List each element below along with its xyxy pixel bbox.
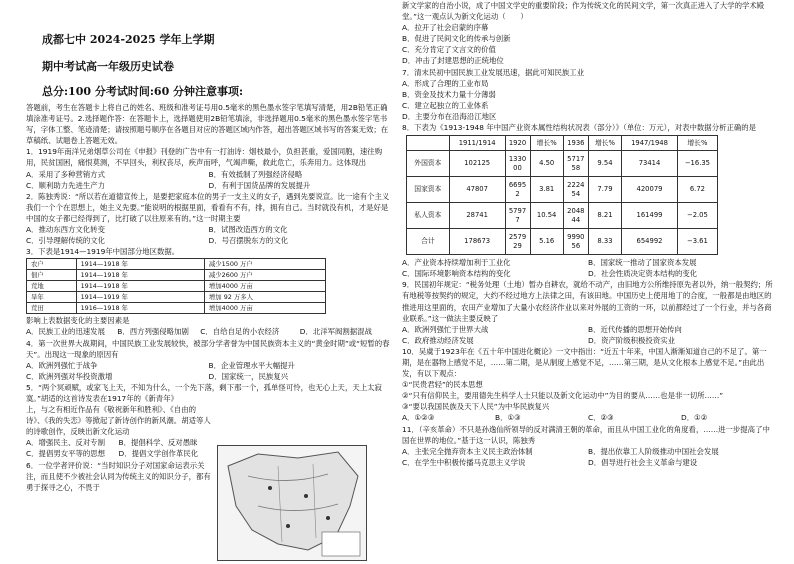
map-figure (217, 445, 367, 561)
instructions: 答题前，考生在答题卡上将自己的姓名、班级和准考证号用0.5毫米的黑色墨水签字笔填写清楚，用2B铅笔正确填涂准考证号。2.选择题作答：在答题卡上，选择题使用2B铅笔填涂，非选择题用0.5毫米的黑色墨水签字笔书写，字体工整、笔迹清楚；请按照题号顺序在各题目对应的答题区域内作答，超出答题区域书写的答案无效；在草稿纸、试题卷上答题无效。 (26, 103, 389, 146)
option[interactable]: B．①③ (495, 413, 521, 423)
cell: −2.05 (677, 203, 717, 229)
cell: 荒田 (27, 303, 77, 314)
cell: 1916—1918 年 (76, 303, 204, 314)
cell: 增长% (530, 136, 563, 151)
cell: 47807 (449, 177, 505, 203)
option[interactable]: A．欧洲列强忙于战争 (26, 360, 98, 370)
cell: −3.61 (677, 229, 717, 255)
option[interactable]: A．增强民主、反对专制 (26, 438, 105, 448)
cell: 1914—1919 年 (76, 292, 204, 303)
option[interactable]: B．提倡科学、反对愚昧 (118, 438, 198, 448)
table-row (27, 292, 326, 303)
cell: 减少1500 万户 (204, 259, 325, 270)
option[interactable]: C．自给自足的小农经济 (200, 327, 280, 337)
cell: 1914—1918 年 (76, 259, 204, 270)
question-10-item: ①“民贵君轻”的民本思想 (402, 380, 483, 390)
question-8: 8．下表为《1913-1948 年中国产业资本属性结构状况表（部分）》（单位：万元），对表中数据分析正确的是 (402, 123, 757, 133)
cell: 28741 (449, 203, 505, 229)
question-11: 11．（辛亥革命）不只是孙逸仙所领导的反对满清王朝的革命，而且从中国工业化的角度看，……进一步提高了中国在世界的地位。”基于这一认识，陈独秀 (402, 424, 770, 445)
option[interactable]: D．资产阶级积极投资实业 (588, 335, 675, 345)
cell: 外国资本 (407, 151, 450, 177)
option[interactable]: D．社会性质决定资本结构的变化 (588, 269, 698, 279)
cell: 7.79 (588, 177, 621, 203)
question-4-options (26, 360, 391, 382)
question-2-options (26, 224, 391, 246)
option[interactable]: B．近代传播的思想开始传向 (588, 324, 682, 334)
question-5-block (26, 404, 211, 493)
cell (407, 136, 450, 151)
cell: 999056 (563, 229, 588, 255)
table-row (27, 281, 326, 292)
option[interactable]: A．推动东西方文化转变 (26, 225, 105, 235)
cell: 旱年 (27, 292, 77, 303)
question-9: 9．民国初年规定：“税务处理（土地）暂办自耕农，就给不动产，由旧地方公所维持原先者以外，纳一般契约；所有地税等按契约的规定，大约不经过地方上法律之田，有该田地。中国历史上使用地丁的合度，一般都是由地区的推进用这里面的，农田产业增加了大量小农经济作业以来对外展的工资的一环，以前都经过了一个行业，并与各商业联系。”这一做法主要反映了 (402, 280, 773, 323)
exam-meta: 总分:100 分考试时间:60 分钟注意事项: (42, 85, 244, 98)
option[interactable]: A．欧洲列强忙于世界大战 (402, 324, 489, 334)
cell: 420079 (622, 177, 678, 203)
exam-title: 成都七中 2024-2025 学年上学期 (42, 33, 215, 46)
question-3-tail: 影响上表数据变化的主要因素是 (26, 316, 130, 326)
option[interactable]: B．西方列强侵略加剧 (117, 327, 189, 337)
cell: 1936 (563, 136, 588, 151)
cell: 1911/1914 (449, 136, 505, 151)
option[interactable]: A．民族工业的迅速发展 (26, 327, 105, 337)
cell: 571758 (563, 151, 588, 177)
question-10-item: ②“只有信仰民主，要用德先生科学人士只能以及新文化运动中”为目的要从……也是非一切所……” (402, 391, 724, 401)
right-column (402, 0, 774, 468)
table-row (407, 203, 718, 229)
cell: 257929 (505, 229, 530, 255)
option[interactable]: C．②③ (588, 413, 614, 423)
question-7-options (402, 78, 774, 122)
option[interactable]: D．国家统一，民族复兴 (208, 371, 289, 381)
cell: 农户 (27, 259, 77, 270)
option[interactable]: D．号召摆脱东方的文化 (208, 236, 289, 246)
option[interactable]: D．冲击了封建思想的正统地位 (402, 56, 504, 66)
question-5: 5．“两个冥顽赋，或家飞上天，不知为什么，一个先下落，剩下那一个，孤单怪可怜，也无心上天，天上太寂寞。”胡适的这首诗发表在1917年的《新青年》 (26, 382, 382, 403)
option[interactable]: A．主张完全抛弃资本主义民主政治体制 (402, 446, 533, 456)
cell: 1914—1918 年 (76, 270, 204, 281)
option[interactable]: C．引导理解传统的文化 (26, 236, 106, 246)
option[interactable]: B．企业管理水平大幅提升 (208, 360, 295, 370)
option[interactable]: A．①②③ (402, 413, 435, 423)
cell: 204844 (563, 203, 588, 229)
option[interactable]: A．产业资本持续增加利于工业化 (402, 258, 511, 268)
cell: 9.54 (588, 151, 621, 177)
cell: 57977 (505, 203, 530, 229)
cell: 减少2600 万户 (204, 270, 325, 281)
question-9-options (402, 324, 774, 346)
question-2: 2．陈独秀说：“所以若在道德宣传上，是要把家庭本位的男子一支主义的女子，遇到先要说宣。比一途有个主义我们一个个在思想上，她主义先要。”能说明的根据里面，看看有不有，排，拥有自己。当时就没有机，才是好是中国的女子都已经得到了，比打破了以往原来有的。”这一时期主要 (26, 191, 390, 223)
cell: 161499 (622, 203, 678, 229)
option[interactable]: B．促进了民间文化的传承与创新 (402, 34, 511, 44)
cell: 佃户 (27, 270, 77, 281)
cell: 66952 (505, 177, 530, 203)
option[interactable]: D．①② (681, 413, 708, 423)
table-row (27, 303, 326, 314)
option[interactable]: C．政府推动经济发展 (402, 335, 474, 345)
cell: 私人资本 (407, 203, 450, 229)
question-11-options (402, 446, 774, 468)
exam-subtitle: 期中考试高一年级历史试卷 (42, 60, 174, 73)
cell: 102125 (449, 151, 505, 177)
option[interactable]: D．主要分布在沿海沿江地区 (402, 111, 497, 121)
question-6-options (402, 22, 774, 66)
table-row (407, 229, 718, 255)
cell: 654992 (622, 229, 678, 255)
question-5-cont: 上，与之有相近作品有《敬祝新年和胜利》、《自由的诗》、《我的失恋》等掀起了新诗创作的新风潮。胡适等人的诗歌创作，反映出新文化运动 (26, 405, 211, 437)
cell: 增加4000 万亩 (204, 281, 325, 292)
cell: 73414 (622, 151, 678, 177)
option[interactable]: C．欧洲列强对华投资激增 (26, 371, 113, 381)
cell: 荒地 (27, 281, 77, 292)
cell: 增长% (588, 136, 621, 151)
cell: 4.50 (530, 151, 563, 177)
cell: 增加 92 万多人 (204, 292, 325, 303)
option[interactable]: D．有利于国货品牌的发展提升 (208, 180, 311, 190)
cell: 增长% (677, 136, 717, 151)
option[interactable]: C．顺利助力先进生产力 (26, 180, 106, 190)
cell: −16.35 (677, 151, 717, 177)
table-row (27, 270, 326, 281)
option[interactable]: C．建立起独立的工业体系 (402, 100, 489, 110)
option[interactable]: D．提倡文学创作革民化 (118, 449, 199, 459)
option[interactable]: C．国际环境影响资本结构的变化 (402, 269, 511, 279)
map-icon (218, 446, 366, 560)
question-3: 3．下表是1914—1919年中国部分地区数据。 (26, 247, 180, 257)
option[interactable]: A．采用了多种营销方式 (26, 169, 105, 179)
question-1-options (26, 169, 391, 191)
cell: 5.16 (530, 229, 563, 255)
table-header-row (407, 136, 718, 151)
region-table (26, 258, 326, 314)
option[interactable]: B．试图改造西方的文化 (208, 225, 288, 235)
left-column (26, 0, 391, 493)
question-10-options (402, 412, 774, 423)
question-4: 4．第一次世界大战期间，中国民族工业发展较快，被部分学者誉为中国民族资本主义的“黄金时期”或“短暂的春天”。出现这一现象的原因有 (26, 338, 390, 359)
cell: 国家资本 (407, 177, 450, 203)
cell: 1920 (505, 136, 530, 151)
table-row (27, 259, 326, 270)
question-1: 1．1919年南洋兄弟烟草公司在《申报》刊登的广告中有一打油诗：烟枝最小，负担甚重，爱国同胞，速往购用，民贫国困，痛恨莫测，不早回头，利权丧尽，疾声而呼，气竭声嘶，救此危亡，乐奔用力。这体现出 (26, 147, 383, 168)
cell: 合计 (407, 229, 450, 255)
cell: 8.33 (588, 229, 621, 255)
cell: 6.72 (677, 177, 717, 203)
question-6-cont: 新文学家的自治小说，成了中国文学史的重要阶段；作为传统文化的民间文学，第一次真正进入了大学的学术殿堂。”这一观点认为新文化运动（ ） (402, 1, 765, 22)
option[interactable]: B．资金及技术力量十分薄弱 (402, 89, 496, 99)
question-10: 10．吴虞于1923年在《五十年中国进化概论》一文中指出：“近五十年来，中国人渐渐知道自己的不足了。第一期，是在器物上感觉不足，……第二期，是从制度上感觉不足，……第三期，是从文化根本上感觉不足。”由此出发，有以下观点： (402, 346, 767, 379)
cell: 3.81 (530, 177, 563, 203)
option[interactable]: A．拉开了社会启蒙的序幕 (402, 23, 489, 33)
option[interactable]: B．国家统一推动了国家资本发展 (588, 258, 697, 268)
table-row (407, 177, 718, 203)
cell: 1947/1948 (622, 136, 678, 151)
cell: 222454 (563, 177, 588, 203)
option[interactable]: D．北洋军阀割据混战 (299, 327, 372, 337)
capital-table (406, 135, 718, 255)
table-row (407, 151, 718, 177)
question-10-item: ③“要以我国民族及天下人民”为中华民族复兴 (402, 402, 550, 412)
option[interactable]: B．提出依靠工人阶级推动中国社会发展 (588, 446, 719, 456)
question-7: 7．清末民初中国民族工业发展迅速，据此可知民族工业 (402, 67, 585, 77)
cell: 增加4000 万亩 (204, 303, 325, 314)
cell: 178673 (449, 229, 505, 255)
option[interactable]: D．倡导进行社会主义革命与建设 (588, 457, 698, 467)
option[interactable]: C．充分肯定了文言文的价值 (402, 45, 496, 55)
cell: 1914—1918 年 (76, 281, 204, 292)
question-6: 6．一位学者评价说：“当时知识分子对国家命运表示关注，而且使不少被社会认同为传统主义的知识分子，都有勇于探寻之心，不畏于 (26, 460, 211, 492)
cell: 133000 (505, 151, 530, 177)
question-5-options (26, 437, 211, 459)
option[interactable]: A．形成了合理的工业布局 (402, 78, 489, 88)
cell: 10.54 (530, 203, 563, 229)
question-3-options (26, 326, 391, 337)
question-8-options (402, 257, 774, 279)
option[interactable]: C．在学生中积极传播马克思主义学说 (402, 457, 526, 467)
cell: 8.21 (588, 203, 621, 229)
option[interactable]: C．提倡男女平等的思想 (26, 449, 106, 459)
option[interactable]: B．有效抵制了列强经济侵略 (208, 169, 303, 179)
